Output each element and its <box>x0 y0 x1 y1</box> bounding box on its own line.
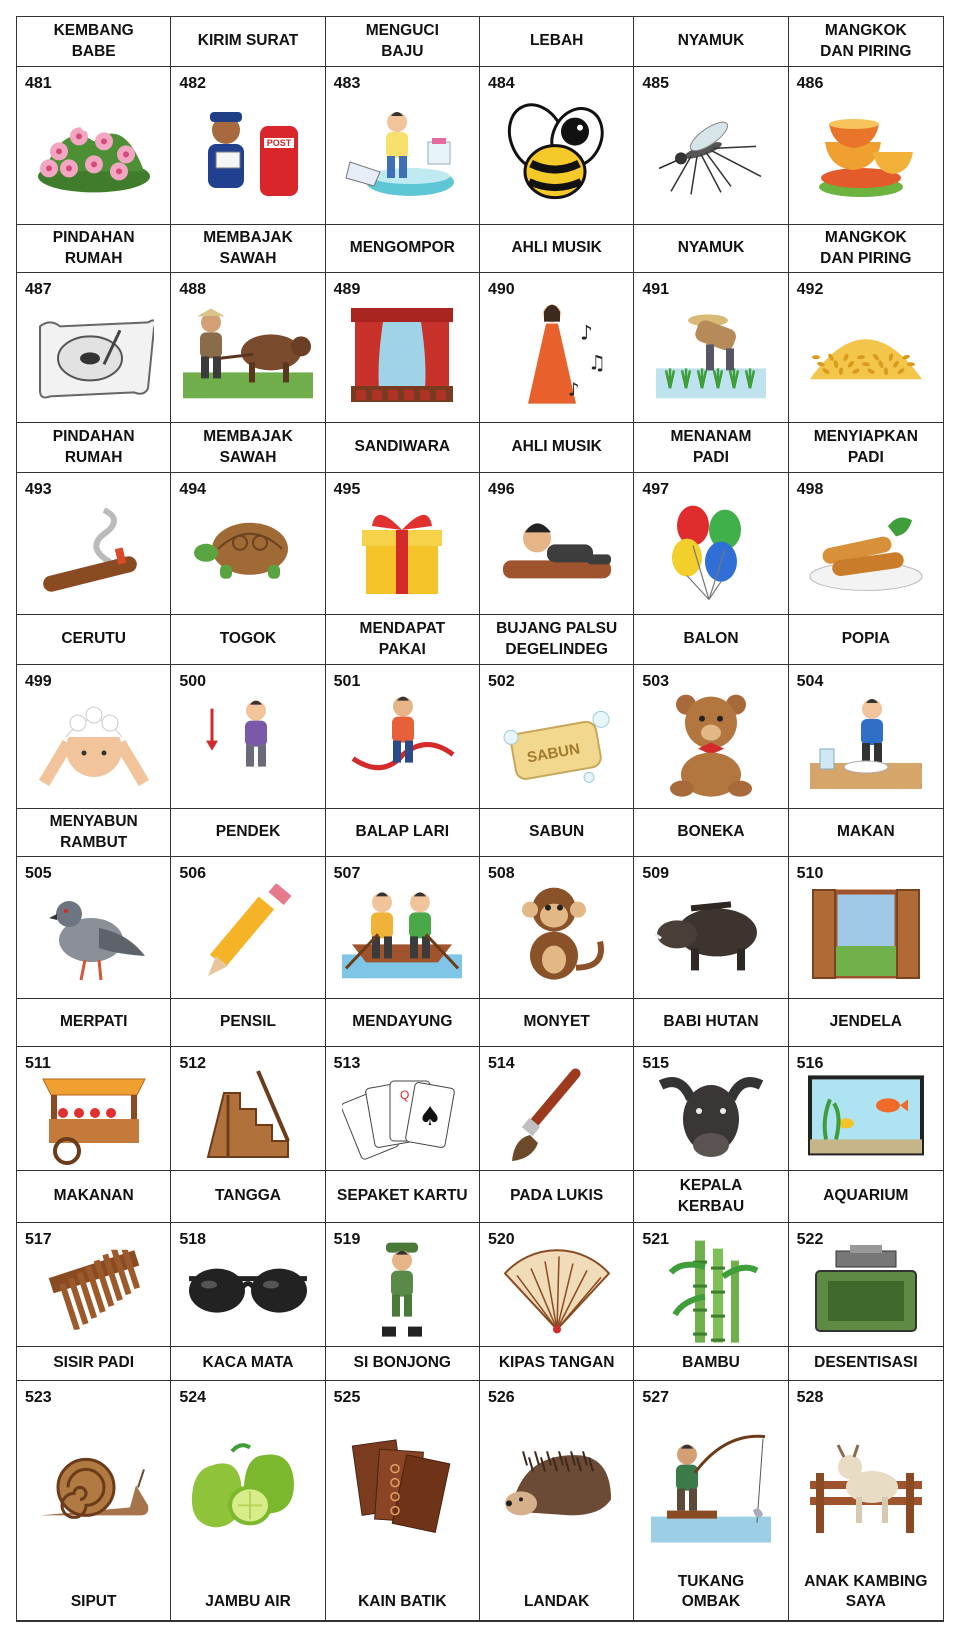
picture-cell <box>326 1381 480 1620</box>
cell-number: 492 <box>796 281 824 298</box>
picture-cell <box>171 857 325 998</box>
cell-number: 523 <box>25 1389 52 1406</box>
cell-number: 500 <box>179 673 207 690</box>
header-label: BALON <box>634 615 788 664</box>
picture-cell <box>326 1047 480 1170</box>
image-row <box>17 665 943 809</box>
picture-cell <box>789 665 943 808</box>
header-label: MENYIAPKAN PADI <box>813 428 918 466</box>
header-label: TOGOK <box>171 615 325 664</box>
picture-chart-grid <box>16 16 944 1622</box>
picture-cell <box>634 1223 788 1346</box>
image-row <box>17 67 943 225</box>
header-label: MANGKOK DAN PIRING <box>820 22 912 60</box>
header-label: PINDAHAN RUMAH <box>17 225 171 272</box>
cell-number: 521 <box>642 1231 670 1248</box>
picture-cell <box>17 1381 171 1620</box>
cell-number: 507 <box>333 865 361 882</box>
balloons-icon <box>661 495 761 605</box>
header-label: MENDAYUNG <box>326 999 480 1046</box>
picture-cell <box>17 273 171 422</box>
window-icon <box>811 884 921 984</box>
header-label: TANGGA <box>171 1171 325 1222</box>
cell-number: 496 <box>487 481 515 498</box>
singer-icon <box>502 299 612 409</box>
picture-cell <box>480 1047 634 1170</box>
cell-number: 509 <box>642 865 670 882</box>
header-label: KEMBANG BABE <box>17 17 171 66</box>
wild-boar-icon <box>651 888 771 978</box>
cell-number: 506 <box>179 865 207 882</box>
cell-number: 505 <box>25 865 52 882</box>
picture-cell <box>634 665 788 808</box>
lying-man-icon <box>497 504 617 594</box>
cell-label: KAIN BATIK <box>358 1592 447 1610</box>
picture-cell <box>634 473 788 614</box>
header-row <box>17 809 943 857</box>
soldier-icon <box>352 1236 452 1346</box>
header-label: MEMBAJAK SAWAH <box>171 225 325 272</box>
pencil-icon <box>198 884 298 984</box>
rice-grain-icon <box>806 317 926 387</box>
header-label: MEMBAJAK SAWAH <box>171 423 325 472</box>
header-label: MENYABUN RAMBUT <box>17 809 171 856</box>
cell-number: 495 <box>333 481 361 498</box>
picture-cell <box>634 67 788 224</box>
pigeon-icon <box>39 884 149 984</box>
picture-cell <box>171 473 325 614</box>
picture-cell <box>171 665 325 808</box>
header-label: JENDELA <box>829 1013 902 1031</box>
svg-text:Q: Q <box>400 1087 410 1102</box>
cell-number: 484 <box>487 75 515 92</box>
cell-number: 527 <box>642 1389 670 1406</box>
cell-number: 516 <box>796 1055 824 1072</box>
picture-cell <box>17 1223 171 1346</box>
cell-number: 493 <box>25 481 52 498</box>
rowing-boat-icon <box>342 888 462 978</box>
picture-cell <box>789 1223 943 1346</box>
header-label: MAKAN <box>836 823 895 841</box>
picture-cell <box>17 473 171 614</box>
header-label: KEPALA KERBAU <box>634 1171 788 1222</box>
comb-icon <box>39 1249 149 1329</box>
svg-text:POST: POST <box>266 137 292 148</box>
cell-number: 524 <box>179 1389 207 1406</box>
sunglasses-icon <box>183 1258 313 1318</box>
picture-cell <box>480 665 634 808</box>
header-label: BAMBU <box>634 1347 788 1380</box>
header-label: PADA LUKIS <box>480 1171 634 1222</box>
picture-cell <box>17 857 171 998</box>
header-label: BUJANG PALSU DEGELINDEG <box>480 615 634 664</box>
header-label: BONEKA <box>634 809 788 856</box>
cell-number: 503 <box>642 673 670 690</box>
picture-cell <box>171 1047 325 1170</box>
turntable-map-icon <box>34 308 154 398</box>
cell-number: 513 <box>333 1055 361 1072</box>
cell-number: 489 <box>333 281 361 298</box>
bowls-plates-icon <box>811 102 921 202</box>
header-label: PINDAHAN RUMAH <box>17 423 171 472</box>
header-label: PENDEK <box>171 809 325 856</box>
gift-box-icon <box>352 500 452 600</box>
picture-cell <box>171 1223 325 1346</box>
cell-number: 501 <box>333 673 361 690</box>
cell-number: 526 <box>487 1389 515 1406</box>
header-label: MERPATI <box>17 999 171 1046</box>
picture-cell <box>480 857 634 998</box>
cell-number: 482 <box>179 75 207 92</box>
header-label: LEBAH <box>480 17 634 66</box>
cell-number: 485 <box>642 75 670 92</box>
picture-cell <box>789 473 943 614</box>
picture-cell <box>480 1223 634 1346</box>
header-row <box>17 999 943 1047</box>
picture-cell <box>326 473 480 614</box>
picture-cell <box>634 273 788 422</box>
cell-label: JAMBU AIR <box>205 1592 291 1610</box>
cell-number: 522 <box>796 1231 824 1248</box>
picture-cell <box>326 1223 480 1346</box>
cell-number: 481 <box>25 75 52 92</box>
svg-text:♪: ♪ <box>579 320 593 345</box>
header-row <box>17 423 943 473</box>
teddy-bear-icon <box>656 688 766 798</box>
header-label: SEPAKET KARTU <box>326 1171 480 1222</box>
header-label: KIPAS TANGAN <box>480 1347 634 1380</box>
cell-number: 486 <box>796 75 824 92</box>
image-row <box>17 473 943 615</box>
cell-number: 504 <box>796 673 824 690</box>
cell-number: 517 <box>25 1231 52 1248</box>
snail-icon <box>34 1442 154 1532</box>
header-label: SI BONJONG <box>326 1347 480 1380</box>
picture-cell <box>17 67 171 224</box>
fisherman-icon <box>651 1433 771 1543</box>
cell-label: TUKANG OMBAK <box>677 1572 745 1610</box>
header-label: SABUN <box>480 809 634 856</box>
picture-cell <box>326 857 480 998</box>
svg-text:♫: ♫ <box>587 350 606 375</box>
cell-number: 483 <box>333 75 361 92</box>
baby-goat-icon <box>806 1437 926 1537</box>
cell-label: SIPUT <box>70 1592 117 1610</box>
postman-mailbox-icon <box>188 102 308 202</box>
cell-number: 497 <box>642 481 670 498</box>
picture-cell <box>326 665 480 808</box>
header-label: AHLI MUSIK <box>480 225 634 272</box>
playing-cards-icon <box>342 1065 462 1165</box>
machine-icon <box>806 1241 926 1341</box>
stairs-icon <box>198 1065 298 1165</box>
header-label: BABI HUTAN <box>634 999 788 1046</box>
cell-number: 510 <box>796 865 824 882</box>
runner-icon <box>347 688 457 798</box>
cell-number: 491 <box>642 281 670 298</box>
header-label: BALAP LARI <box>326 809 480 856</box>
header-label: SISIR PADI <box>17 1347 171 1380</box>
aquarium-icon <box>806 1069 926 1159</box>
header-label: CERUTU <box>17 615 171 664</box>
cigar-icon <box>34 500 154 600</box>
picture-cell <box>634 1381 788 1620</box>
picture-cell <box>480 473 634 614</box>
header-label: MAKANAN <box>17 1171 171 1222</box>
header-row <box>17 615 943 665</box>
picture-cell <box>480 1381 634 1620</box>
image-row <box>17 1381 943 1621</box>
short-boy-icon <box>198 688 298 798</box>
cell-number: 490 <box>487 281 515 298</box>
soap-icon <box>497 697 617 787</box>
cell-number: 487 <box>25 281 52 298</box>
header-label: AQUARIUM <box>823 1187 909 1205</box>
picture-cell <box>171 273 325 422</box>
turtle-icon <box>188 508 308 588</box>
image-row <box>17 1223 943 1347</box>
hand-fan-icon <box>497 1245 617 1335</box>
picture-cell <box>789 273 943 422</box>
svg-text:SABUN: SABUN <box>525 739 581 766</box>
header-label: DESENTISASI <box>814 1354 918 1372</box>
theater-stage-icon <box>347 304 457 404</box>
picture-cell <box>789 1381 943 1620</box>
cell-number: 514 <box>487 1055 515 1072</box>
bee-icon <box>497 97 617 207</box>
header-label: NYAMUK <box>634 17 788 66</box>
cell-number: 499 <box>25 673 52 690</box>
cell-number: 519 <box>333 1231 361 1248</box>
svg-text:♠: ♠ <box>418 1101 442 1132</box>
header-label: POPIA <box>841 630 890 648</box>
header-label: NYAMUK <box>634 225 788 272</box>
header-label: MENGOMPOR <box>326 225 480 272</box>
picture-cell <box>789 857 943 998</box>
cell-label: LANDAK <box>523 1592 590 1610</box>
cell-number: 515 <box>642 1055 670 1072</box>
picture-cell <box>789 67 943 224</box>
header-row <box>17 1171 943 1223</box>
picture-cell <box>17 665 171 808</box>
cell-number: 498 <box>796 481 824 498</box>
picture-cell <box>634 1047 788 1170</box>
image-row <box>17 857 943 999</box>
header-row <box>17 225 943 273</box>
flower-bush-icon <box>34 106 154 196</box>
header-label: MONYET <box>480 999 634 1046</box>
cell-number: 508 <box>487 865 515 882</box>
plowing-ox-icon <box>183 308 313 398</box>
header-label: MENDAPAT PAKAI <box>326 615 480 664</box>
cell-number: 520 <box>487 1231 515 1248</box>
picture-cell <box>480 67 634 224</box>
monkey-icon <box>502 879 612 989</box>
cell-number: 494 <box>179 481 207 498</box>
header-label: MENGUCI BAJU <box>326 17 480 66</box>
cell-number: 528 <box>796 1389 824 1406</box>
picture-cell <box>326 273 480 422</box>
header-label: AHLI MUSIK <box>480 423 634 472</box>
header-label: KACA MATA <box>171 1347 325 1380</box>
picture-cell <box>634 857 788 998</box>
water-apple-icon <box>188 1442 308 1532</box>
bamboo-icon <box>661 1236 761 1346</box>
washing-clothes-icon <box>342 102 462 202</box>
header-label: MENANAM PADI <box>634 423 788 472</box>
picture-cell <box>171 67 325 224</box>
cell-number: 502 <box>487 673 515 690</box>
svg-text:♪: ♪ <box>567 379 580 401</box>
cell-number: 488 <box>179 281 207 298</box>
header-label: MANGKOK DAN PIRING <box>820 229 912 267</box>
cell-number: 512 <box>179 1055 207 1072</box>
boy-eating-icon <box>806 693 926 793</box>
image-row <box>17 1047 943 1171</box>
header-label: KIRIM SURAT <box>171 17 325 66</box>
cell-number: 511 <box>25 1055 51 1072</box>
mosquito-icon <box>651 106 771 196</box>
picture-cell <box>480 273 634 422</box>
shampoo-hair-icon <box>34 693 154 793</box>
buffalo-head-icon <box>651 1065 771 1165</box>
spring-rolls-icon <box>806 504 926 594</box>
hedgehog-icon <box>497 1442 617 1532</box>
cell-number: 525 <box>333 1389 361 1406</box>
header-label: PENSIL <box>171 999 325 1046</box>
cell-number: 518 <box>179 1231 207 1248</box>
picture-cell <box>171 1381 325 1620</box>
food-cart-icon <box>39 1065 149 1165</box>
paint-brush-icon <box>502 1065 612 1165</box>
image-row <box>17 273 943 423</box>
rice-planting-icon <box>656 308 766 398</box>
header-row <box>17 1347 943 1381</box>
picture-cell <box>326 67 480 224</box>
header-label: SANDIWARA <box>326 423 480 472</box>
cell-label: ANAK KAMBING SAYA <box>804 1572 928 1610</box>
header-row <box>17 17 943 67</box>
picture-cell <box>789 1047 943 1170</box>
batik-cloth-icon <box>347 1433 457 1543</box>
picture-cell <box>17 1047 171 1170</box>
